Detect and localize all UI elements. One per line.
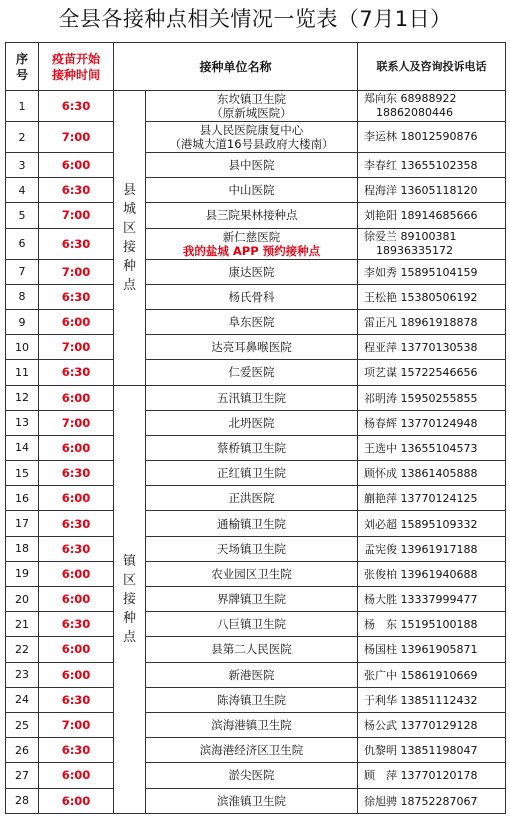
header-contact: 联系人及咨询投诉电话 [358, 43, 506, 91]
row-unit-name-text: 天场镇卫生院 [217, 541, 286, 556]
table-row [6, 203, 506, 228]
table-row [6, 612, 506, 637]
row-unit-name [146, 511, 358, 536]
row-unit-name-text: 蔡桥镇卫生院 [217, 440, 286, 455]
row-unit-address: （港城大道16号县政府大楼南） [169, 137, 334, 151]
row-start-time: 7:00 [39, 410, 114, 435]
table-body [6, 91, 506, 814]
row-unit-name [146, 259, 358, 284]
row-seq: 22 [6, 637, 39, 662]
row-start-time: 6:30 [39, 511, 114, 536]
row-contact-text: 王选中 13655104573 [364, 441, 478, 455]
row-contact-text: 刘必超 15895109332 [364, 517, 478, 531]
row-contact-text: 杨春辉 13770124948 [364, 416, 478, 430]
row-seq: 25 [6, 712, 39, 737]
row-unit-name [146, 486, 358, 511]
row-seq: 5 [6, 203, 39, 228]
row-seq: 13 [6, 410, 39, 435]
row-seq: 23 [6, 662, 39, 687]
table-row [6, 178, 506, 203]
row-contact [358, 587, 506, 612]
table-row [6, 511, 506, 536]
row-seq: 18 [6, 536, 39, 561]
table-row [6, 461, 506, 486]
row-unit-name [146, 612, 358, 637]
table-row [6, 687, 506, 712]
row-start-time: 6:00 [39, 486, 114, 511]
row-start-time: 6:30 [39, 284, 114, 309]
table-row [6, 122, 506, 153]
table-row [6, 486, 506, 511]
row-contact [358, 385, 506, 410]
row-contact-text: 郑向东 68988922 [364, 92, 457, 105]
row-unit-name-text: 康达医院 [228, 264, 275, 279]
table-row [6, 410, 506, 435]
row-contact-text: 杨公武 13770129128 [364, 719, 478, 733]
row-contact-text: 张俊柏 13961940688 [364, 567, 478, 581]
row-contact-text: 杨 东 15195100188 [364, 618, 478, 632]
row-unit-name [146, 203, 358, 228]
row-unit-name-text: 达亮耳鼻喉医院 [211, 340, 292, 355]
row-start-time: 6:00 [39, 153, 114, 178]
row-start-time: 6:00 [39, 662, 114, 687]
row-seq: 16 [6, 486, 39, 511]
vaccination-sites-table [5, 42, 506, 814]
row-contact-text: 蒯艳萍 13770124125 [364, 492, 478, 506]
row-contact [358, 178, 506, 203]
row-contact [358, 712, 506, 737]
row-unit-name [146, 122, 358, 153]
row-seq: 4 [6, 178, 39, 203]
table-row [6, 335, 506, 360]
table-row [6, 360, 506, 385]
row-unit-name [146, 637, 358, 662]
row-start-time: 6:00 [39, 385, 114, 410]
row-unit-name-text: 滨海港经济区卫生院 [199, 743, 304, 758]
row-contact-text: 顾 萍 13770120178 [364, 769, 478, 783]
row-contact-text: 顾怀成 13861405888 [364, 467, 478, 481]
row-start-time: 6:30 [39, 228, 114, 259]
row-seq: 14 [6, 435, 39, 460]
row-unit-name-text: 五汛镇卫生院 [217, 390, 286, 405]
header-time-line1: 疫苗开始 [51, 51, 100, 66]
row-start-time: 6:30 [39, 612, 114, 637]
row-unit-name-text: 阜东医院 [228, 315, 275, 330]
table-row [6, 228, 506, 259]
row-contact-text: 孟宪俊 13961917188 [364, 542, 478, 556]
row-unit-name [146, 335, 358, 360]
table-row [6, 153, 506, 178]
row-contact [358, 309, 506, 334]
table-row [6, 662, 506, 687]
row-unit-name-text: 县第二人民医院 [211, 642, 292, 657]
row-unit-name [146, 385, 358, 410]
row-start-time: 6:30 [39, 738, 114, 763]
region-town-label [114, 385, 146, 813]
region-county-label [114, 91, 146, 386]
row-start-time: 7:00 [39, 335, 114, 360]
row-contact [358, 435, 506, 460]
header-seq-line2: 号 [15, 67, 28, 82]
row-contact [358, 687, 506, 712]
row-unit-booking-note: 我的盐城 APP 预约接种点 [182, 243, 321, 258]
row-seq: 20 [6, 587, 39, 612]
row-contact [358, 763, 506, 788]
row-unit-name-text: 东坎镇卫生院 [217, 92, 286, 106]
row-contact-text: 程海洋 13605118120 [364, 184, 478, 198]
row-contact [358, 122, 506, 153]
row-seq: 12 [6, 385, 39, 410]
row-seq: 2 [6, 122, 39, 153]
row-contact-text: 杨大胜 13337999477 [364, 593, 478, 607]
row-seq: 7 [6, 259, 39, 284]
region-county-text: 县城区接种点 [122, 182, 136, 293]
row-start-time: 6:00 [39, 435, 114, 460]
row-unit-name-text: 通榆镇卫生院 [217, 516, 286, 531]
row-unit-name-text: 中山医院 [228, 183, 275, 198]
row-seq: 19 [6, 561, 39, 586]
row-contact [358, 259, 506, 284]
row-contact-text: 李如秀 15895104159 [364, 265, 478, 279]
row-unit-name [146, 435, 358, 460]
row-unit-name [146, 712, 358, 737]
row-contact-text: 李春红 13655102358 [364, 159, 478, 173]
row-unit-name [146, 178, 358, 203]
row-unit-name-text: 滨海港镇卫生院 [211, 718, 292, 733]
row-contact [358, 662, 506, 687]
table-row [6, 561, 506, 586]
row-unit-name [146, 91, 358, 122]
row-start-time: 6:00 [39, 788, 114, 813]
row-contact [358, 738, 506, 763]
table-header-row [6, 43, 506, 91]
row-start-time: 6:00 [39, 561, 114, 586]
row-seq: 1 [6, 91, 39, 122]
row-unit-name-text: 县中医院 [228, 158, 275, 173]
row-contact [358, 410, 506, 435]
row-unit-name-text: 新仁慈医院 [222, 229, 281, 244]
row-seq: 3 [6, 153, 39, 178]
row-unit-name-text: 淤尖医院 [228, 768, 275, 783]
row-contact [358, 335, 506, 360]
row-unit-address: （原新城医院） [211, 106, 292, 120]
table-row [6, 259, 506, 284]
row-unit-name-text: 仁爱医院 [228, 365, 275, 380]
row-contact [358, 91, 506, 122]
row-unit-name-text: 农业园区卫生院 [211, 566, 292, 581]
row-unit-name [146, 410, 358, 435]
row-contact [358, 461, 506, 486]
row-seq: 17 [6, 511, 39, 536]
row-unit-name-text: 界牌镇卫生院 [217, 592, 286, 607]
row-seq: 10 [6, 335, 39, 360]
table-row [6, 284, 506, 309]
row-seq: 8 [6, 284, 39, 309]
row-contact [358, 612, 506, 637]
table-row [6, 435, 506, 460]
row-unit-name [146, 360, 358, 385]
row-start-time: 6:30 [39, 536, 114, 561]
row-start-time: 7:00 [39, 712, 114, 737]
row-seq: 26 [6, 738, 39, 763]
row-contact [358, 360, 506, 385]
header-seq-line1: 序 [15, 51, 28, 66]
row-unit-name [146, 228, 358, 259]
row-start-time: 6:00 [39, 763, 114, 788]
row-contact-phone2: 18936335172 [376, 243, 453, 257]
row-unit-name-text: 杨氏骨科 [228, 289, 275, 304]
row-start-time: 6:30 [39, 360, 114, 385]
row-contact [358, 637, 506, 662]
row-unit-name [146, 788, 358, 813]
row-contact [358, 203, 506, 228]
row-seq: 24 [6, 687, 39, 712]
row-seq: 9 [6, 309, 39, 334]
row-contact-text: 杨国柱 13961905871 [364, 643, 478, 657]
row-seq: 21 [6, 612, 39, 637]
row-contact-text: 徐爱兰 89100381 [364, 229, 457, 243]
row-contact [358, 788, 506, 813]
page-title: 全县各接种点相关情况一览表（7月1日） [58, 7, 452, 31]
row-unit-name-text: 新港医院 [228, 667, 275, 682]
row-start-time: 6:30 [39, 178, 114, 203]
table-row [6, 91, 506, 122]
row-contact-text: 刘艳阳 18914685666 [364, 209, 478, 223]
row-contact-text: 徐旭骋 18752287067 [364, 794, 478, 808]
row-seq: 27 [6, 763, 39, 788]
row-unit-name-text: 八巨镇卫生院 [217, 617, 286, 632]
table-row [6, 712, 506, 737]
row-unit-name [146, 461, 358, 486]
row-seq: 15 [6, 461, 39, 486]
row-unit-name [146, 738, 358, 763]
row-unit-name [146, 153, 358, 178]
row-contact [358, 486, 506, 511]
row-unit-name [146, 662, 358, 687]
row-contact [358, 511, 506, 536]
row-contact-text: 李运林 18012590876 [364, 130, 478, 143]
row-unit-name-text: 正红镇卫生院 [217, 466, 286, 481]
row-seq: 6 [6, 228, 39, 259]
table-row [6, 637, 506, 662]
row-contact-text: 仇黎明 13851198047 [364, 744, 478, 758]
row-unit-name-text: 正洪医院 [228, 491, 275, 506]
row-contact [358, 284, 506, 309]
row-start-time: 7:00 [39, 122, 114, 153]
table-row [6, 763, 506, 788]
table-row [6, 738, 506, 763]
header-seq [6, 43, 39, 91]
row-contact-text: 张广中 15861910669 [364, 668, 478, 682]
row-unit-name-text: 县三院果林接种点 [205, 208, 298, 223]
row-unit-name [146, 561, 358, 586]
table-row [6, 587, 506, 612]
row-unit-name [146, 687, 358, 712]
region-town-text: 镇区接种点 [122, 553, 136, 645]
row-contact-text: 项艺谋 15722546656 [364, 366, 478, 380]
row-start-time: 6:30 [39, 461, 114, 486]
row-unit-name [146, 587, 358, 612]
row-unit-name [146, 309, 358, 334]
row-start-time: 7:00 [39, 203, 114, 228]
row-contact-phone2: 18862080446 [376, 106, 453, 119]
header-time-line2: 接种时间 [51, 67, 100, 82]
row-seq: 11 [6, 360, 39, 385]
row-unit-name [146, 536, 358, 561]
header-time [39, 43, 114, 91]
row-start-time: 6:30 [39, 91, 114, 122]
table-row [6, 788, 506, 813]
table-row [6, 309, 506, 334]
row-unit-name-text: 陈涛镇卫生院 [217, 692, 286, 707]
row-unit-name [146, 763, 358, 788]
row-unit-name-text: 县人民医院康复中心 [199, 123, 304, 137]
row-contact-text: 于利华 13851112432 [364, 693, 478, 707]
row-unit-name-text: 滨淮镇卫生院 [217, 793, 286, 808]
row-contact-text: 程亚萍 13770130538 [364, 341, 478, 355]
row-start-time: 6:00 [39, 587, 114, 612]
table-row [6, 385, 506, 410]
row-contact [358, 153, 506, 178]
row-contact [358, 561, 506, 586]
row-start-time: 6:00 [39, 309, 114, 334]
row-contact-text: 雷正凡 18961918878 [364, 316, 478, 330]
header-unit: 接种单位名称 [114, 43, 358, 91]
row-start-time: 6:00 [39, 637, 114, 662]
row-contact-text: 王松艳 15380506192 [364, 290, 478, 304]
row-contact [358, 536, 506, 561]
row-contact-text: 祁明涛 15950255855 [364, 391, 478, 405]
row-contact [358, 228, 506, 259]
table-row [6, 536, 506, 561]
row-start-time: 7:00 [39, 259, 114, 284]
row-seq: 28 [6, 788, 39, 813]
row-unit-name-text: 北坍医院 [228, 415, 275, 430]
row-start-time: 6:30 [39, 687, 114, 712]
row-unit-name [146, 284, 358, 309]
